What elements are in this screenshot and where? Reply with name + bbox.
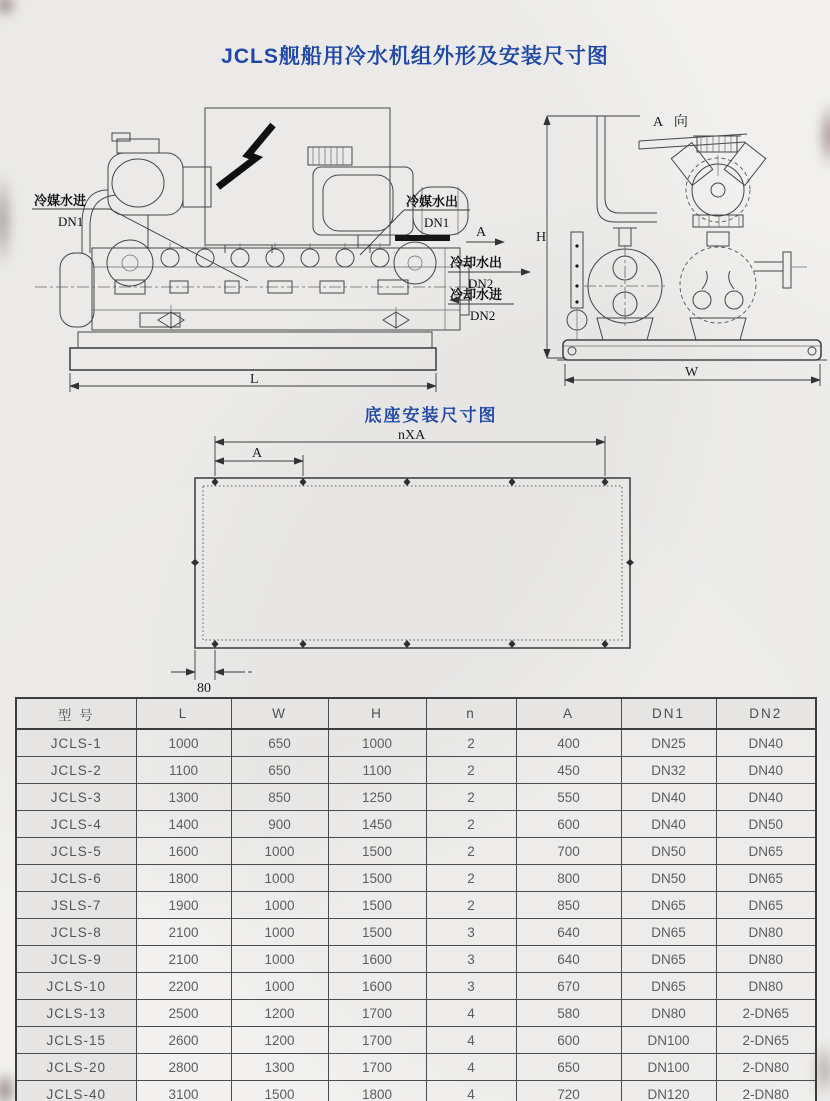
spec-table-row [16, 811, 816, 838]
spec-table [15, 697, 817, 1101]
scan-smudge [0, 0, 18, 18]
spec-cell: DN65 [621, 892, 716, 919]
spec-cell: 1400 [136, 811, 231, 838]
spec-cell: 600 [516, 811, 621, 838]
spec-cell: 1700 [328, 1054, 426, 1081]
dim-W-label: W [685, 365, 699, 380]
saddle [690, 318, 746, 340]
spec-table-row [16, 973, 816, 1000]
spec-cell: DN65 [716, 838, 816, 865]
spec-cell: 4 [426, 1027, 516, 1054]
spec-table-row [16, 1054, 816, 1081]
spec-cell: 1450 [328, 811, 426, 838]
spec-cell: DN50 [716, 811, 816, 838]
spec-cell: 550 [516, 784, 621, 811]
spec-table-row [16, 729, 816, 757]
spec-table-row [16, 946, 816, 973]
spec-cell: 1000 [231, 946, 328, 973]
front-view-labels [32, 193, 530, 323]
spec-cell: 4 [426, 1081, 516, 1101]
dim-A [215, 446, 303, 476]
spec-cell: 1200 [231, 1027, 328, 1054]
label-cooling-outlet: 冷却水出 [450, 255, 503, 270]
front-view-drawing [20, 95, 530, 400]
spec-cell: 1700 [328, 1027, 426, 1054]
spec-cell: DN120 [621, 1081, 716, 1101]
dim-80 [171, 650, 255, 696]
base-plate-outline [195, 478, 630, 648]
side-view-label: A 向 [653, 115, 692, 130]
spec-cell: 2 [426, 811, 516, 838]
spec-cell: 2-DN65 [716, 1027, 816, 1054]
base-diagram-title: 底座安装尺寸图 [364, 406, 498, 425]
spec-cell: 1300 [231, 1054, 328, 1081]
spec-cell: DN40 [716, 757, 816, 784]
spec-cell: DN65 [716, 892, 816, 919]
spec-cell: 1100 [136, 757, 231, 784]
spec-cell: 1000 [231, 865, 328, 892]
spec-cell: 3 [426, 919, 516, 946]
spec-table-row [16, 919, 816, 946]
spec-cell: 800 [516, 865, 621, 892]
label-refrigerant-inlet: 冷媒水进 [34, 193, 87, 208]
spec-header-cell: n [426, 698, 516, 729]
spec-model-cell: JCLS-3 [16, 784, 136, 811]
spec-cell: 1500 [328, 838, 426, 865]
v-compressor [671, 136, 765, 246]
spec-cell: 650 [516, 1054, 621, 1081]
side-base [557, 340, 827, 360]
spec-header-cell: DN2 [716, 698, 816, 729]
spec-cell: 1500 [328, 919, 426, 946]
spec-cell: 1800 [328, 1081, 426, 1101]
label-cooling-outlet-dn: DN2 [468, 276, 494, 291]
spec-header-cell: 型 号 [16, 698, 136, 729]
spec-cell: 1500 [328, 865, 426, 892]
spec-cell: DN40 [716, 784, 816, 811]
spec-cell: 2 [426, 729, 516, 757]
spec-model-cell: JCLS-8 [16, 919, 136, 946]
spec-cell: 1100 [328, 757, 426, 784]
spec-table-row [16, 838, 816, 865]
dim-L [70, 372, 436, 392]
spec-table-row [16, 1027, 816, 1054]
spec-cell: 1200 [231, 1000, 328, 1027]
spec-cell: 4 [426, 1054, 516, 1081]
spec-cell: DN65 [716, 865, 816, 892]
spec-cell: 720 [516, 1081, 621, 1101]
spec-model-cell: JCLS-4 [16, 811, 136, 838]
spec-model-cell: JCLS-5 [16, 838, 136, 865]
spec-cell: 2 [426, 865, 516, 892]
spec-model-cell: JCLS-40 [16, 1081, 136, 1101]
spec-model-cell: JCLS-10 [16, 973, 136, 1000]
spec-cell: 1500 [328, 892, 426, 919]
spec-table-row [16, 892, 816, 919]
spec-model-cell: JCLS-9 [16, 946, 136, 973]
dim-H [536, 116, 640, 358]
label-cooling-inlet-dn: DN2 [470, 308, 496, 323]
spec-cell: 400 [516, 729, 621, 757]
spec-cell: 3100 [136, 1081, 231, 1101]
spec-cell: 2 [426, 892, 516, 919]
spec-header-cell: DN1 [621, 698, 716, 729]
lightning-bolt-icon [218, 125, 273, 187]
spec-cell: DN80 [621, 1000, 716, 1027]
spec-cell: DN50 [621, 865, 716, 892]
label-refrigerant-outlet-dn: DN1 [424, 215, 450, 230]
spec-cell: DN40 [716, 729, 816, 757]
dim-H-label: H [536, 230, 547, 245]
side-pipe-flange [754, 252, 807, 288]
spec-cell: 1000 [231, 892, 328, 919]
saddle [597, 318, 653, 340]
spec-model-cell: JCLS-2 [16, 757, 136, 784]
spec-cell: DN100 [621, 1054, 716, 1081]
spec-cell: 580 [516, 1000, 621, 1027]
spec-cell: 4 [426, 1000, 516, 1027]
spec-model-cell: JCLS-6 [16, 865, 136, 892]
spec-cell: 1900 [136, 892, 231, 919]
spec-cell: 1600 [328, 946, 426, 973]
spec-cell: 1000 [328, 729, 426, 757]
spec-cell: 1500 [231, 1081, 328, 1101]
vessel-assembly [35, 240, 485, 330]
spec-header-cell: L [136, 698, 231, 729]
spec-cell: DN50 [621, 838, 716, 865]
spec-cell: 1700 [328, 1000, 426, 1027]
spec-cell: 2100 [136, 946, 231, 973]
label-refrigerant-inlet-dn: DN1 [58, 214, 84, 229]
spec-cell: 3 [426, 946, 516, 973]
spec-cell: 2-DN80 [716, 1081, 816, 1101]
vessel-end-right [680, 247, 756, 323]
dim-A-label: A [252, 446, 263, 461]
bolt-marks [191, 478, 634, 648]
label-cooling-inlet: 冷却水进 [450, 287, 503, 302]
spec-cell: DN65 [621, 919, 716, 946]
spec-table-row [16, 784, 816, 811]
spec-header-cell: A [516, 698, 621, 729]
spec-table-row [16, 1000, 816, 1027]
spec-cell: 1000 [231, 919, 328, 946]
spec-cell: 1600 [328, 973, 426, 1000]
spec-cell: 640 [516, 946, 621, 973]
scan-smudge [0, 170, 14, 270]
spec-cell: 450 [516, 757, 621, 784]
spec-cell: 900 [231, 811, 328, 838]
spec-cell: 1250 [328, 784, 426, 811]
dim-nXA-label: nXA [398, 428, 426, 443]
spec-table-row [16, 757, 816, 784]
spec-cell: 2-DN80 [716, 1054, 816, 1081]
spec-cell: DN40 [621, 784, 716, 811]
spec-cell: 2500 [136, 1000, 231, 1027]
spec-cell: 2100 [136, 919, 231, 946]
spec-header-cell: H [328, 698, 426, 729]
spec-cell: 1000 [231, 838, 328, 865]
base-plan-drawing [155, 428, 675, 700]
label-view-direction-a: A [476, 225, 487, 240]
spec-model-cell: JSLS-7 [16, 892, 136, 919]
dim-W [565, 364, 820, 386]
pipes [82, 190, 370, 253]
spec-cell: 2-DN65 [716, 1000, 816, 1027]
spec-cell: 850 [231, 784, 328, 811]
dim-80-label: 80 [197, 681, 211, 696]
vessel-end-left [584, 228, 666, 327]
spec-cell: 2200 [136, 973, 231, 1000]
spec-cell: 1300 [136, 784, 231, 811]
spec-cell: 1800 [136, 865, 231, 892]
spec-cell: DN65 [621, 973, 716, 1000]
spec-cell: 640 [516, 919, 621, 946]
spec-cell: 650 [231, 757, 328, 784]
spec-cell: 1600 [136, 838, 231, 865]
spec-model-cell: JCLS-13 [16, 1000, 136, 1027]
spec-table-header [16, 698, 816, 729]
spec-table-row [16, 1081, 816, 1101]
spec-cell: DN100 [621, 1027, 716, 1054]
side-view-drawing [535, 100, 830, 400]
spec-cell: 3 [426, 973, 516, 1000]
spec-model-cell: JCLS-15 [16, 1027, 136, 1054]
spec-cell: 850 [516, 892, 621, 919]
spec-model-cell: JCLS-20 [16, 1054, 136, 1081]
spec-cell: DN32 [621, 757, 716, 784]
spec-cell: 2 [426, 838, 516, 865]
spec-cell: 700 [516, 838, 621, 865]
spec-table-row [16, 865, 816, 892]
spec-cell: 650 [231, 729, 328, 757]
base-plate-inner-edge [203, 486, 622, 640]
spec-cell: 2 [426, 784, 516, 811]
spec-cell: 2 [426, 757, 516, 784]
left-compressor [108, 133, 211, 215]
spec-model-cell: JCLS-1 [16, 729, 136, 757]
label-refrigerant-outlet: 冷媒水出 [406, 194, 459, 209]
spec-cell: DN80 [716, 973, 816, 1000]
spec-cell: 2600 [136, 1027, 231, 1054]
dim-nXA [215, 428, 605, 476]
spec-cell: 1000 [231, 973, 328, 1000]
spec-header-cell: W [231, 698, 328, 729]
spec-cell: DN25 [621, 729, 716, 757]
spec-cell: 1000 [136, 729, 231, 757]
spec-cell: 670 [516, 973, 621, 1000]
base-frame [70, 332, 436, 370]
dim-L-label: L [250, 372, 259, 387]
spec-cell: DN65 [621, 946, 716, 973]
spec-cell: 2800 [136, 1054, 231, 1081]
spec-cell: DN80 [716, 919, 816, 946]
spec-cell: DN80 [716, 946, 816, 973]
spec-cell: DN40 [621, 811, 716, 838]
page-title: JCLS舰船用冷水机组外形及安装尺寸图 [221, 45, 609, 68]
spec-cell: 600 [516, 1027, 621, 1054]
